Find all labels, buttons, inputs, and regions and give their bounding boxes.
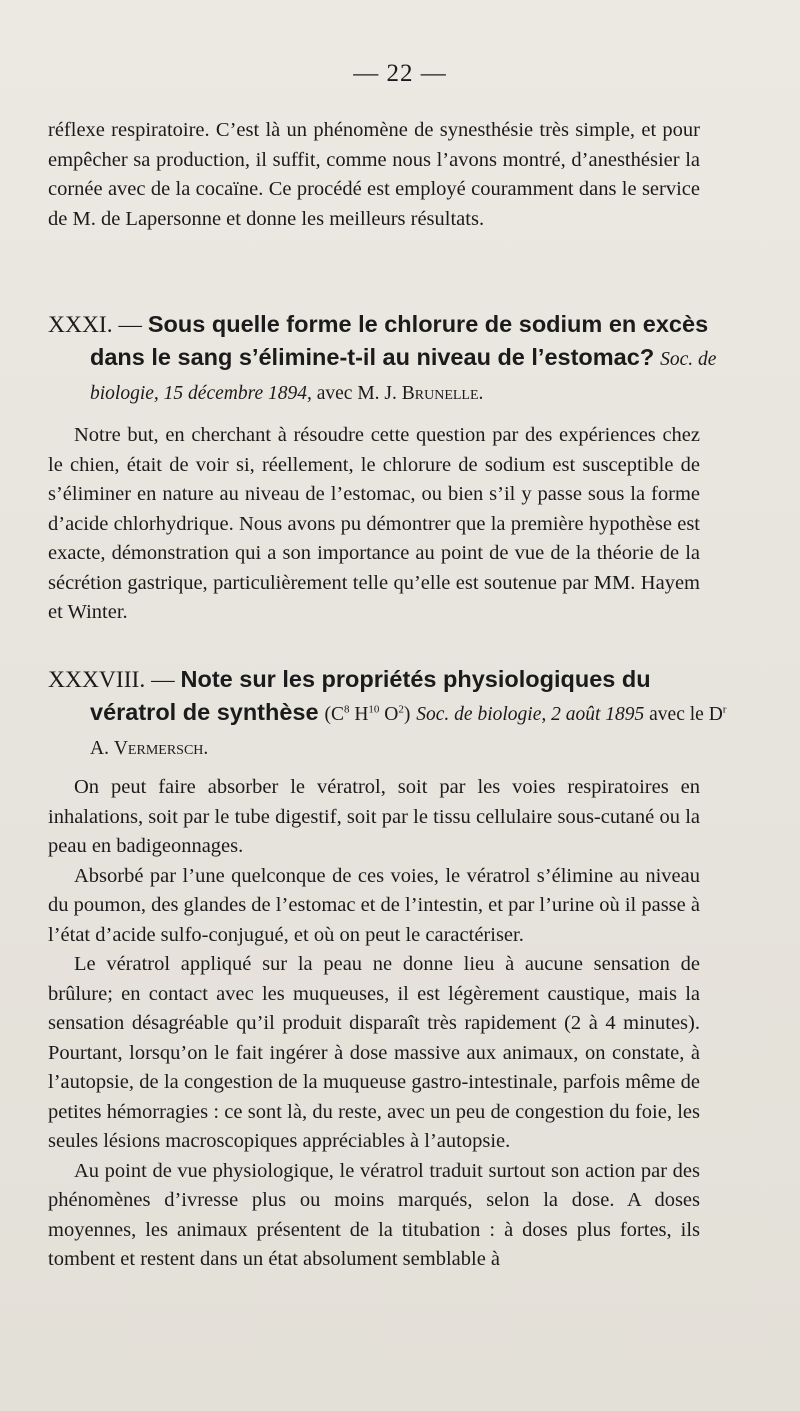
reference-with: avec le D bbox=[649, 704, 723, 725]
paragraph-text: réflexe respiratoire. C’est là un phénomène de synesthésie très simple, et pour empêcher sa production, il suffit, comme nous l’avons montré, d’anesthésier la cornée avec de la cocaïne. Ce procédé est employé couramment dans le service de M. de Lapersonne et donne les meilleurs résultats. bbox=[48, 119, 700, 230]
section-number: XXXI. — bbox=[48, 312, 142, 338]
reference-with: avec M. J. bbox=[316, 383, 397, 404]
chemical-formula: ($C^8$ $H^{10}$ $O^2$) bbox=[324, 703, 411, 725]
intro-paragraph bbox=[48, 116, 700, 234]
section-heading-31 bbox=[48, 308, 742, 410]
reference-author: Brunelle. bbox=[401, 383, 484, 404]
section-38-body bbox=[48, 773, 700, 1275]
reference-author: Vermersch. bbox=[113, 738, 209, 759]
paragraph-text: On peut faire absorber le vératrol, soit par les voies respiratoires en inhalations, soit par le tube digestif, soit par le tissu cellulaire sous-cutané ou la peau en badigeonnages. bbox=[48, 776, 700, 857]
paragraph-text: Notre but, en cherchant à résoudre cette question par des expériences chez le chien, était de voir si, réellement, le chlorure de sodium est susceptible de s’éliminer en nature au niveau de l’estomac, ou bien s’il y passe sous la forme d’acide chlorhydrique. Nous avons pu démontrer que la première hypothèse est exacte, démonstration qui a son importance au point de vue de la théorie de la sécrétion gastrique, particulièrement telle qu’elle est soutenue par MM. Hayem et Winter. bbox=[48, 424, 700, 623]
reference-journal: Soc. de biologie, 2 août 1895 bbox=[416, 704, 645, 725]
section-heading-38 bbox=[48, 663, 742, 765]
paragraph-text: Absorbé par l’une quelconque de ces voies, le vératrol s’élimine au niveau du poumon, des glandes de l’estomac et de l’intestin, et par l’urine où il passe à l’état d’acide sulfo-conjugué, et où on peut le caractériser. bbox=[48, 864, 700, 946]
page-number: — 22 — bbox=[353, 60, 447, 87]
section-reference: Soc. de biologie, 2 août 1895 avec le $D^r$ A. Vermersch. bbox=[90, 703, 727, 759]
paragraph-text: Le vératrol appliqué sur la peau ne donne lieu à aucune sensation de brûlure; en contact avec les muqueuses, il est légèrement caustique, mais la sensation désagréable qu’il produit disparaît très rapidement (2 à 4 minutes). Pourtant, lorsqu’on le fait ingérer à dose massive aux animaux, on constate, à l’autopsie, de la congestion de la muqueuse gastro-intestinale, parfois même de petites hémorragies : ce sont là, du reste, avec un peu de congestion du foie, les seules lésions macroscopiques appréciables à l’autopsie. bbox=[48, 953, 700, 1152]
section-number: XXXVIII. — bbox=[48, 667, 175, 693]
reference-journal: Soc. de biologie, 15 décembre 1894, bbox=[90, 349, 717, 404]
section-31-body bbox=[48, 421, 700, 628]
section-title: Note sur les propriétés physiologiques du vératrol de synthèse bbox=[90, 666, 651, 725]
paragraph-text: Au point de vue physiologique, le vératrol traduit surtout son action par des phénomènes d’ivresse plus ou moins marqués, selon la dose. A doses moyennes, les animaux présentent de la titubation : à doses plus fortes, ils tombent et restent dans un état absolument semblable à bbox=[48, 1159, 700, 1270]
section-title: Sous quelle forme le chlorure de sodium en excès dans le sang s’élimine-t-il au niveau de l’estomac? bbox=[90, 311, 709, 370]
